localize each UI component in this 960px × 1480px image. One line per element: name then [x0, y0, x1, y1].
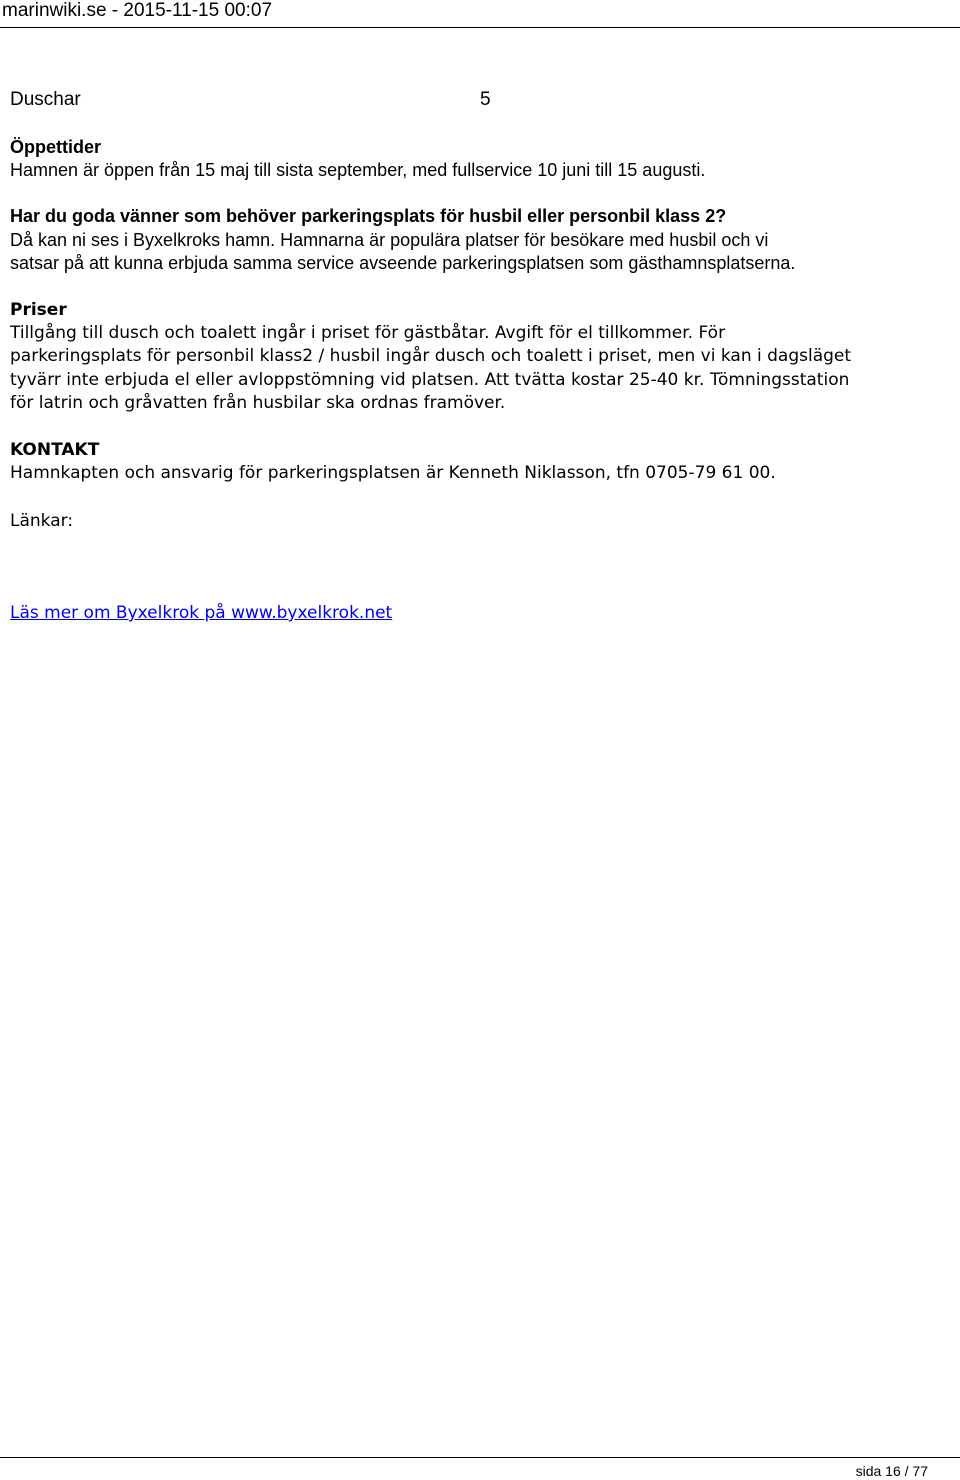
page-header	[0, 0, 960, 28]
duschar-value: 5	[480, 89, 491, 110]
priser-line-1: Tillgång till dusch och toalett ingår i priset för gästbåtar. Avgift för el tillkommer. För	[10, 323, 726, 343]
lankar-label: Länkar:	[10, 511, 74, 531]
header-title: marinwiki.se - 2015-11-15 00:07	[2, 0, 273, 21]
priser-line-2: parkeringsplats för personbil klass2 / husbil ingår dusch och toalett i priset, men vi kan i dagsläget	[10, 346, 852, 366]
priser-line-4: för latrin och gråvatten från husbilar ska ordnas framöver.	[10, 393, 506, 413]
duschar-row	[10, 89, 491, 111]
priser-line-3: tyvärr inte erbjuda el eller avloppstömning vid platsen. Att tvätta kostar 25-40 kr. Tömningsstation	[10, 370, 850, 390]
page-number: sida 16 / 77	[855, 1463, 928, 1479]
oppettider-text: Hamnen är öppen från 15 maj till sista september, med fullservice 10 juni till 15 augusti.	[10, 160, 706, 180]
husbil-heading: Har du goda vänner som behöver parkeringsplats för husbil eller personbil klass 2?	[10, 206, 727, 226]
kontakt-text: Hamnkapten och ansvarig för parkeringsplatsen är Kenneth Niklasson, tfn 0705-79 61 00.	[10, 463, 776, 483]
lankar-link-row	[10, 602, 392, 624]
oppettider-heading: Öppettider	[10, 137, 102, 157]
page-footer	[0, 1457, 960, 1480]
husbil-line-2: satsar på att kunna erbjuda samma service avseende parkeringsplatsen som gästhamnsplatserna.	[10, 253, 796, 273]
kontakt-heading: KONTAKT	[10, 440, 100, 460]
duschar-label: Duschar	[10, 89, 81, 110]
priser-heading: Priser	[10, 300, 67, 320]
husbil-line-1: Då kan ni ses i Byxelkroks hamn. Hamnarna är populära platser för besökare med husbil och vi	[10, 230, 769, 250]
byxelkrok-link[interactable]: Läs mer om Byxelkrok på www.byxelkrok.net	[10, 603, 393, 623]
